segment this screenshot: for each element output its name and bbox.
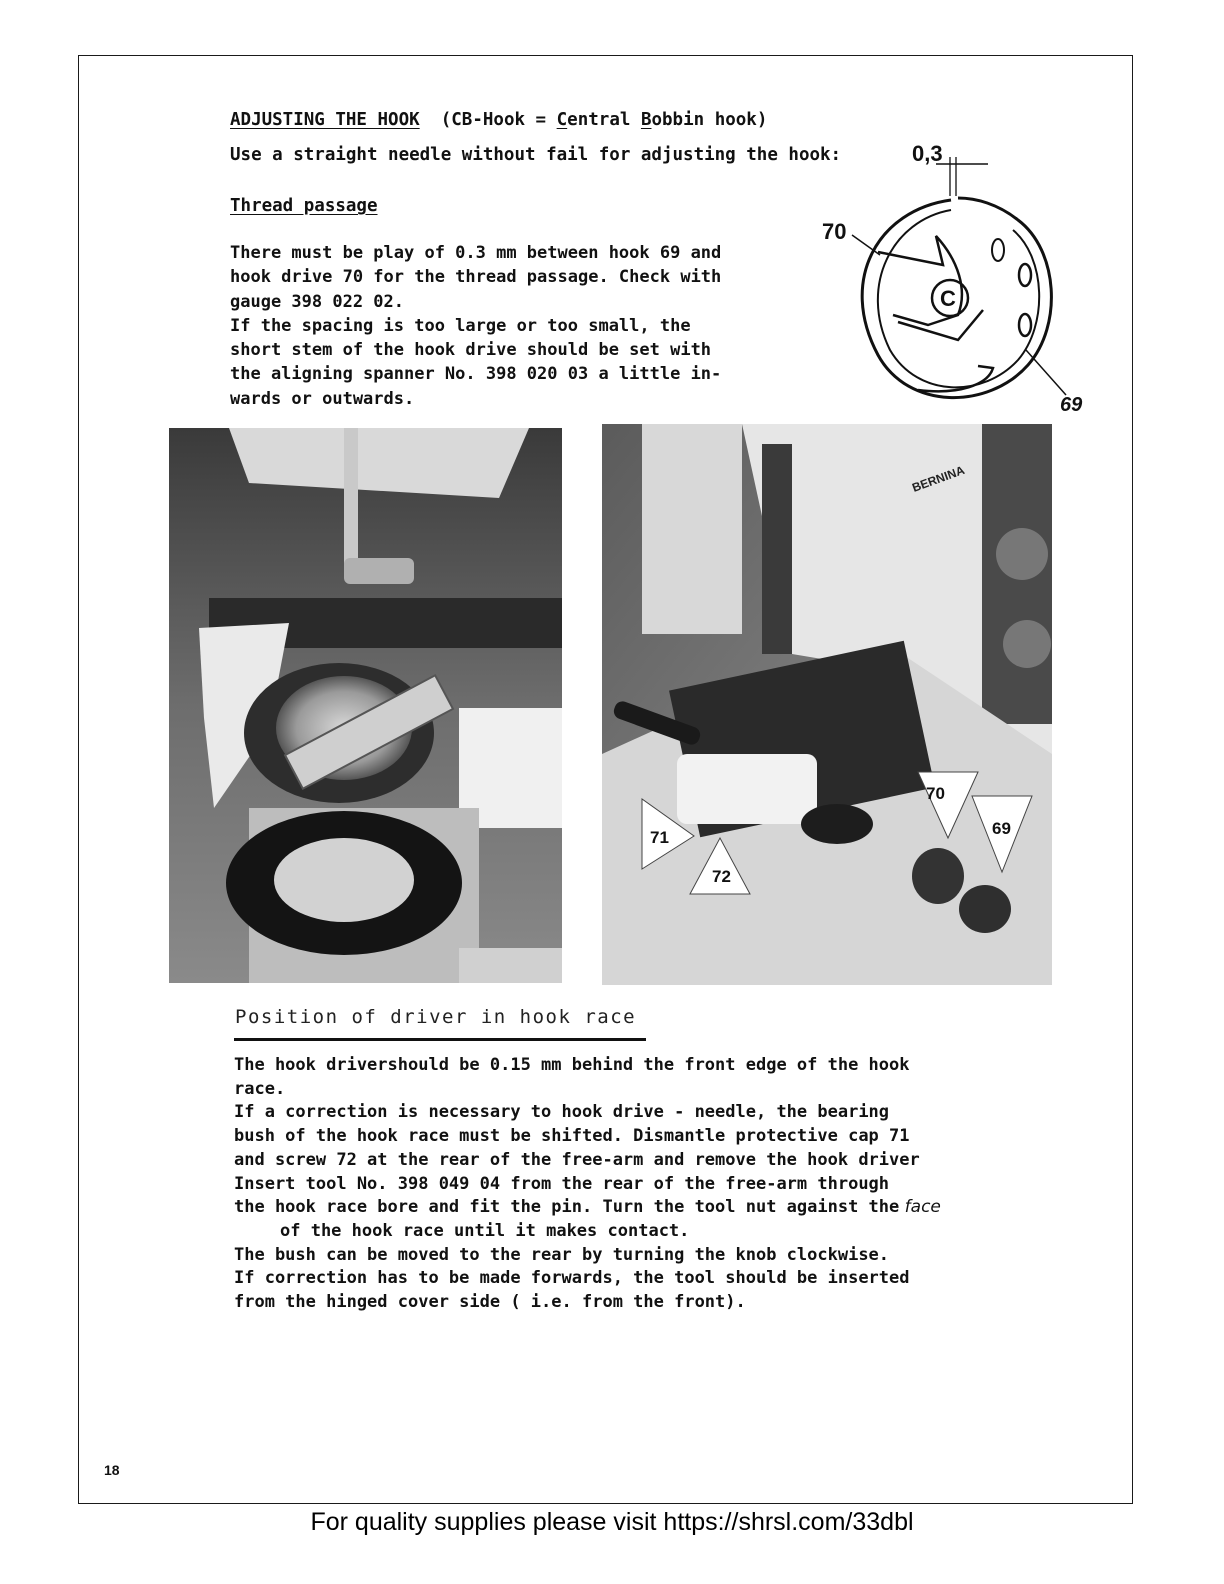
hook-drive-label: 70 (822, 219, 847, 244)
paragraph-line: gauge 398 022 02. (230, 291, 404, 312)
position-paragraph (234, 1054, 1034, 1315)
callout-70: 70 (926, 784, 945, 803)
heading-w1: entral (567, 110, 641, 130)
paragraph-line: bush of the hook race must be shifted. Dismantle protective cap 71 (234, 1126, 910, 1147)
thread-passage-title: Thread passage (230, 196, 378, 216)
paragraph-line: wards or outwards. (230, 388, 415, 409)
paragraph-line: The bush can be moved to the rear by turning the knob clockwise. (234, 1244, 890, 1265)
heading-b: B (640, 110, 652, 130)
paragraph-line: the aligning spanner No. 398 020 03 a little in- (230, 364, 722, 385)
center-mark: C (940, 286, 956, 311)
position-title: Position of driver in hook race (235, 1006, 637, 1028)
paragraph-line: The hook drivershould be 0.15 mm behind the front edge of the hook (234, 1055, 910, 1075)
paragraph-line: short stem of the hook drive should be set with (230, 340, 712, 361)
footer-text: For quality supplies please visit https://shrsl.com/33dbl (310, 1508, 914, 1536)
callout-72: 72 (712, 867, 731, 886)
paragraph-line (234, 1196, 1034, 1220)
heading-title: ADJUSTING THE HOOK (230, 110, 420, 130)
position-title-rule (234, 1038, 646, 1041)
paragraph-line: If a correction is necessary to hook drive - needle, the bearing (234, 1102, 890, 1123)
section-heading (230, 110, 767, 130)
heading-w2: obbin hook) (651, 110, 768, 130)
hook-inner-ring (878, 210, 1039, 387)
paragraph-line: race. (234, 1078, 286, 1099)
paragraph-line: from the hinged cover side ( i.e. from the front). (234, 1292, 746, 1313)
paragraph-line: If the spacing is too large or too small, the (230, 315, 691, 336)
paragraph-line: of the hook race until it makes contact. (280, 1220, 690, 1241)
paragraph-line-text: the hook race bore and fit the pin. Turn the tool nut against the (234, 1197, 900, 1218)
heading-prefix: (CB-Hook = (419, 110, 557, 130)
hook-label: 69 (1060, 394, 1083, 416)
callout-71: 71 (650, 828, 669, 847)
callout-69: 69 (992, 819, 1011, 838)
photo-hook-race-open (169, 428, 562, 983)
intro-text: Use a straight needle without fail for adjusting the hook: (230, 145, 842, 165)
hook-hole (992, 239, 1004, 261)
gap-label: 0,3 (912, 141, 943, 166)
hook-diagram (818, 140, 1088, 420)
paragraph-line: Insert tool No. 398 049 04 from the rear of the free-arm through (234, 1173, 890, 1194)
hook-hole (1019, 314, 1031, 336)
leader-line-69 (1026, 350, 1066, 395)
hook-hole (1019, 264, 1031, 286)
paragraph-line: There must be play of 0.3 mm between hook 69 and (230, 243, 722, 263)
paragraph-line: If correction has to be made forwards, the tool should be inserted (234, 1268, 910, 1289)
heading-c: C (556, 110, 568, 130)
paragraph-line: and screw 72 at the rear of the free-arm and remove the hook driver (234, 1149, 920, 1170)
face-word: face (899, 1197, 941, 1218)
hook-outer-ring (862, 198, 1051, 398)
brand-label: BERNINA (910, 462, 967, 495)
photo-free-arm-parts (602, 424, 1052, 985)
page-number: 18 (104, 1462, 120, 1478)
thread-passage-paragraph (230, 241, 790, 411)
paragraph-line: hook drive 70 for the thread passage. Check with (230, 267, 722, 288)
